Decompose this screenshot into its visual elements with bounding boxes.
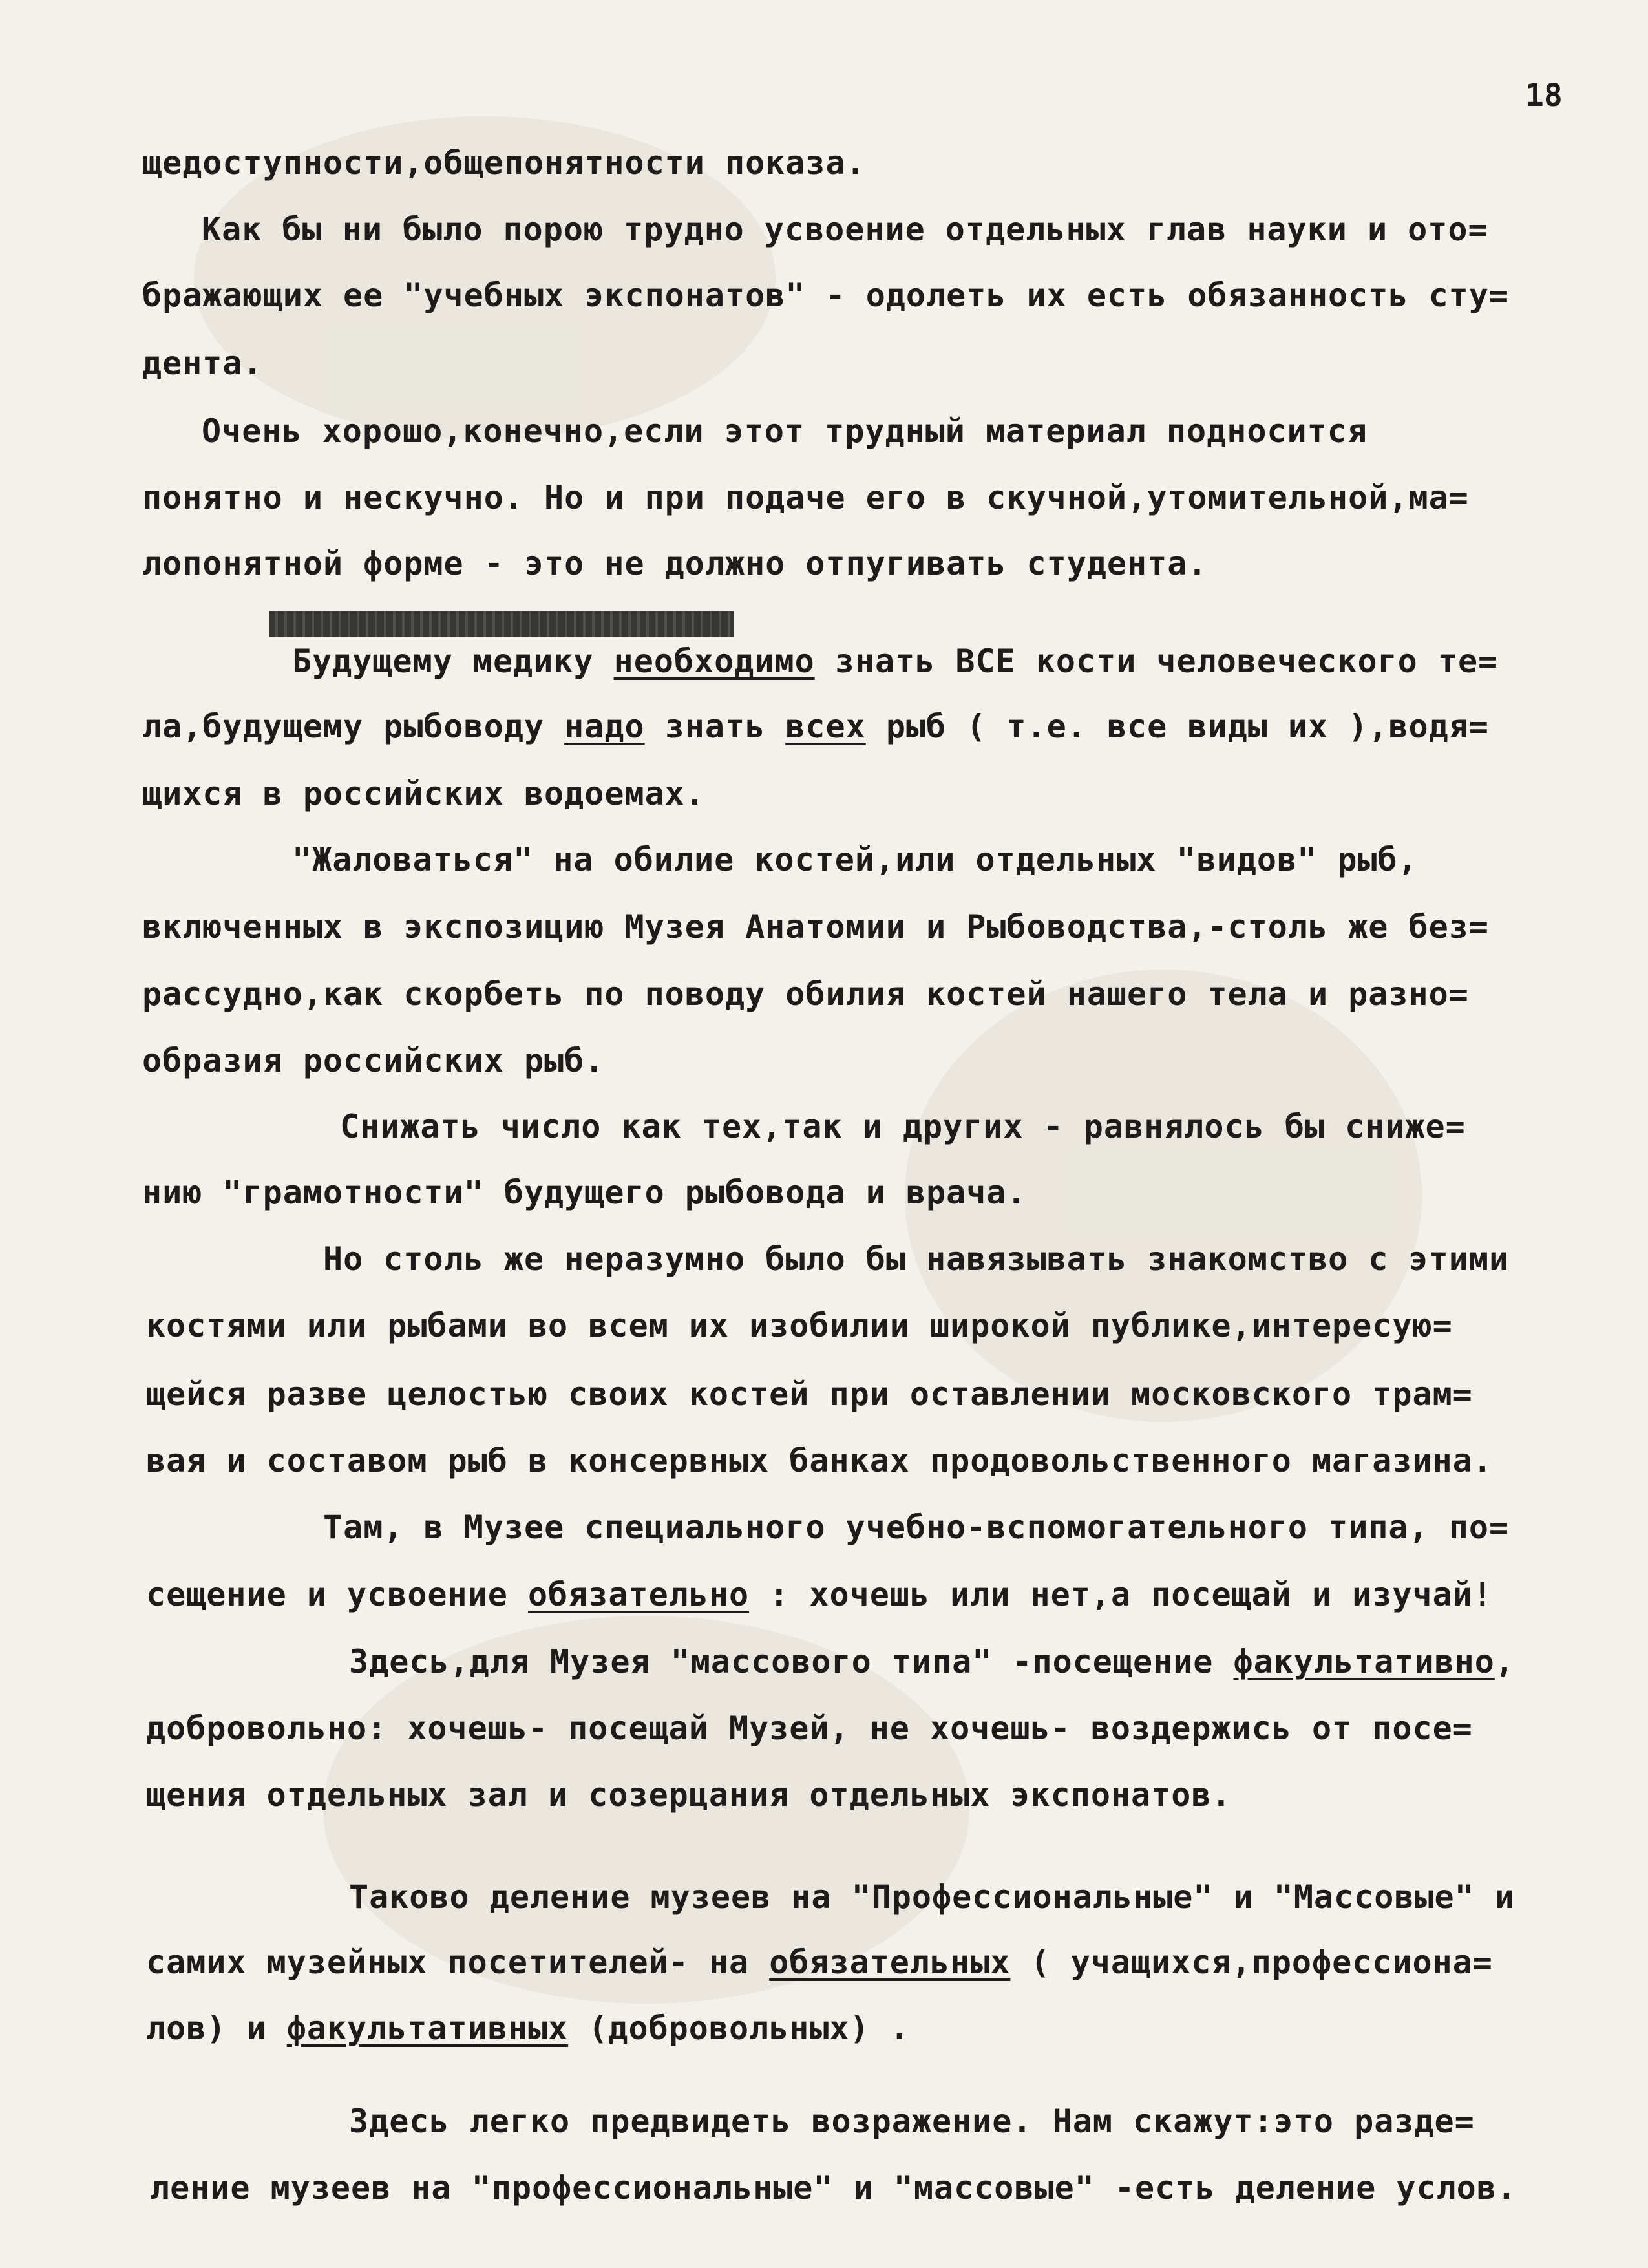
- text-segment: щихся в российских водоемах.: [142, 775, 705, 812]
- text-line: [349, 1642, 1515, 1681]
- text-line: [146, 1306, 1453, 1345]
- text-line: [150, 2168, 1517, 2207]
- text-segment: дента.: [142, 344, 263, 382]
- text-segment: ,: [1494, 1643, 1515, 1680]
- text-segment: щения отдельных зал и созерцания отдельных экспонатов.: [146, 1776, 1232, 1814]
- text-line: [202, 412, 1368, 450]
- text-segment: вая и составом рыб в консервных банках продовольственного магазина.: [146, 1442, 1493, 1479]
- text-line: [146, 1575, 1493, 1614]
- text-segment: лопонятной форме - это не должно отпугивать студента.: [142, 545, 1208, 582]
- text-line: [142, 276, 1509, 315]
- text-segment: знать ВСЕ кости человеческого те=: [814, 642, 1499, 680]
- text-segment: "Жаловаться" на обилие костей,или отдельных "видов" рыб,: [292, 841, 1418, 878]
- text-segment: костями или рыбами во всем их изобилии широкой публике,интересую=: [146, 1307, 1453, 1344]
- text-segment: рыб ( т.е. все виды их ),водя=: [865, 708, 1489, 745]
- text-segment: Очень хорошо,конечно,если этот трудный материал подносится: [202, 412, 1368, 450]
- text-segment: ла,будущему рыбоводу: [142, 708, 565, 745]
- text-segment: Таково деление музеев на "Профессиональные" и "Массовые" и: [349, 1878, 1515, 1916]
- text-segment: сещение и усвоение: [146, 1576, 528, 1613]
- text-segment: самих музейных посетителей- на: [146, 1944, 770, 1981]
- text-line: [146, 1943, 1493, 1982]
- text-line: [340, 1107, 1466, 1146]
- text-line: [142, 1173, 1027, 1212]
- text-segment: : хочешь или нет,а посещай и изучай!: [749, 1576, 1493, 1613]
- text-line: [323, 1240, 1509, 1278]
- text-line: [202, 210, 1488, 249]
- text-segment: рассудно,как скорбеть по поводу обилия костей нашего тела и разно=: [142, 975, 1469, 1013]
- underlined-word: факультативно: [1233, 1643, 1495, 1680]
- text-line: [146, 1441, 1493, 1480]
- text-segment: Здесь легко предвидеть возражение. Нам скажут:это разде=: [349, 2103, 1475, 2140]
- text-line: [142, 975, 1469, 1013]
- text-segment: бражающих ее "учебных экспонатов" - одолеть их есть обязанность сту=: [142, 277, 1509, 314]
- text-segment: лов) и: [146, 2009, 287, 2047]
- text-segment: Но столь же неразумно было бы навязывать знакомство с этими: [323, 1240, 1510, 1278]
- page-number: 18: [1525, 78, 1563, 114]
- text-segment: щейся разве целостью своих костей при оставлении московского трам=: [146, 1375, 1473, 1413]
- text-line: [142, 544, 1207, 583]
- underlined-word: надо: [564, 708, 645, 745]
- text-segment: (добровольных) .: [568, 2009, 910, 2047]
- text-segment: понятно и нескучно. Но и при подаче его в скучной,утомительной,ма=: [142, 479, 1469, 516]
- text-segment: Там, в Музее специального учебно-вспомогательного типа, по=: [323, 1509, 1510, 1546]
- text-segment: добровольно: хочешь- посещай Музей, не хочешь- воздержись от посе=: [146, 1710, 1473, 1747]
- text-line: [142, 707, 1489, 746]
- text-line: [146, 1375, 1473, 1414]
- text-segment: нию "грамотности" будущего рыбовода и врача.: [142, 1174, 1027, 1211]
- text-line: [146, 1775, 1232, 1814]
- text-segment: Будущему медику: [292, 642, 614, 680]
- text-segment: Здесь,для Музея "массового типа" -посещение: [349, 1643, 1234, 1680]
- text-line: [349, 2102, 1475, 2141]
- text-segment: ( учащихся,профессиона=: [1010, 1944, 1493, 1981]
- text-line: [142, 344, 263, 383]
- text-line: [323, 1508, 1509, 1547]
- text-line: [146, 1709, 1473, 1748]
- text-line: [349, 1878, 1515, 1916]
- text-line: [292, 840, 1418, 879]
- text-segment: щедоступности,общепонятности показа.: [142, 144, 866, 182]
- text-segment: знать: [644, 708, 786, 745]
- text-line: [292, 642, 1498, 681]
- text-segment: включенных в экспозицию Музея Анатомии и Рыбоводства,-столь же без=: [142, 908, 1489, 946]
- text-line: [142, 143, 866, 182]
- text-line: [146, 2009, 910, 2048]
- text-segment: образия российских рыб.: [142, 1042, 605, 1079]
- underlined-word: факультативных: [286, 2009, 569, 2047]
- underlined-word: необходимо: [613, 642, 815, 680]
- underlined-word: всех: [785, 708, 866, 745]
- text-segment: Снижать число как тех,так и других - равнялось бы сниже=: [340, 1108, 1466, 1145]
- text-line: [142, 907, 1489, 946]
- text-segment: Как бы ни было порою трудно усвоение отдельных глав науки и ото=: [202, 211, 1488, 248]
- underlined-word: обязательных: [769, 1944, 1011, 1981]
- text-line: [142, 1041, 604, 1080]
- text-line: [142, 478, 1469, 517]
- text-line: [142, 774, 705, 813]
- text-segment: ление музеев на "профессиональные" и "массовые" -есть деление услов.: [150, 2169, 1517, 2207]
- underlined-word: обязательно: [527, 1576, 750, 1613]
